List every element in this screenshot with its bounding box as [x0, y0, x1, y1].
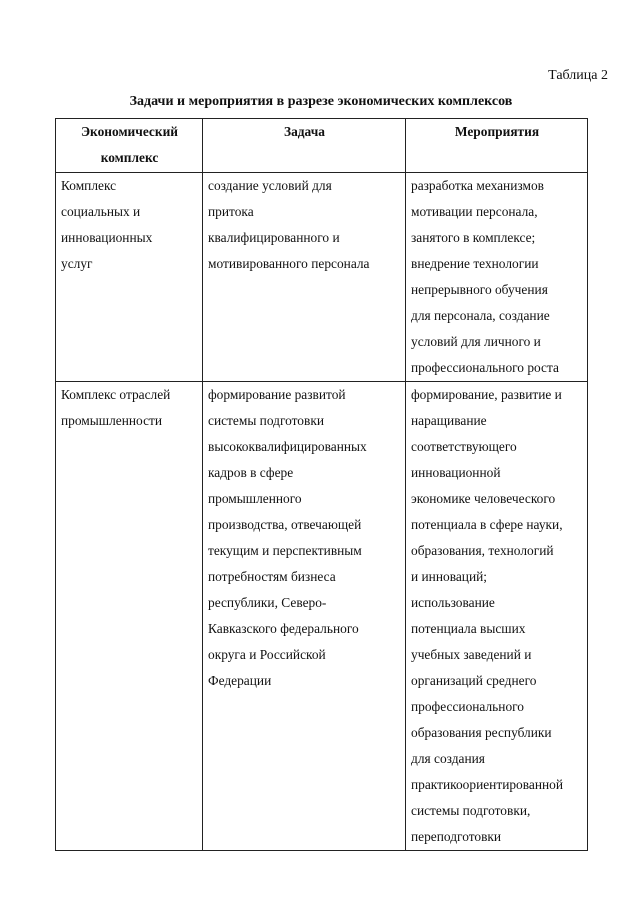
cell-task: формирование развитой системы подготовки высококвалифицированных кадров в сфере промышленного производства, отвечающей текущим и перспективным потребностям бизнеса республики, Северо- Кавказского федерального округа и Российской Федерации	[203, 382, 406, 851]
header-economic-complex: Экономический комплекс	[56, 119, 203, 173]
table-number: Таблица 2	[548, 68, 608, 83]
cell-measures: формирование, развитие и наращивание соответствующего инновационной экономике человеческого потенциала в сфере науки, образования, технологий и инноваций; использование потенциала высших учебных заведений и организаций среднего профессионального образования республики для создания практикоориентированной системы подготовки, переподготовки	[406, 382, 588, 851]
cell-complex: Комплекс социальных и инновационных услуг	[56, 173, 203, 382]
cell-complex: Комплекс отраслей промышленности	[56, 382, 203, 851]
table-caption: Задачи и мероприятия в разрезе экономических комплексов	[129, 94, 513, 109]
header-task: Задача	[203, 119, 406, 173]
header-measures: Мероприятия	[406, 119, 588, 173]
table-row	[56, 382, 588, 851]
cell-measures: разработка механизмов мотивации персонала, занятого в комплексе; внедрение технологии непрерывного обучения для персонала, создание условий для личного и профессионального роста	[406, 173, 588, 382]
cell-task: создание условий для притока квалифицированного и мотивированного персонала	[203, 173, 406, 382]
economic-complex-table	[55, 118, 588, 851]
table-row	[56, 173, 588, 382]
table-header-row	[56, 119, 588, 173]
